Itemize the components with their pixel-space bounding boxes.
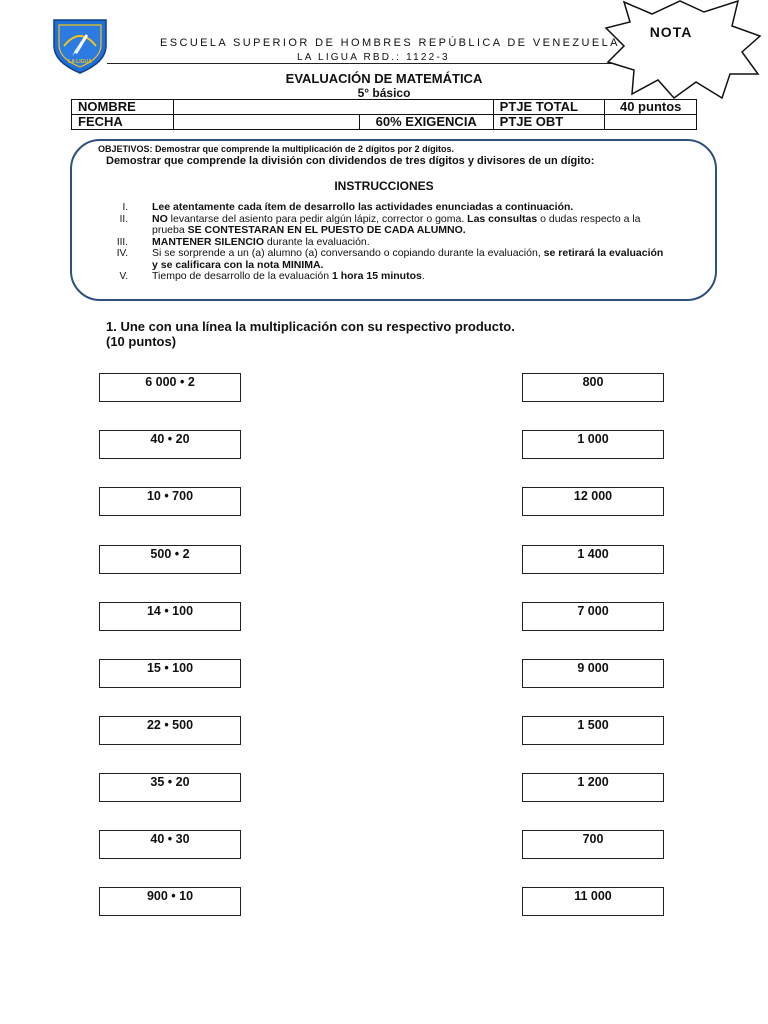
multiplication-box[interactable]: 14 • 100 [99, 602, 241, 631]
question-1-points: (10 puntos) [106, 334, 177, 349]
header-divider [107, 63, 620, 64]
instruction-text: o dudas respecto a la prueba [152, 212, 641, 236]
product-box[interactable]: 1 000 [522, 430, 664, 459]
multiplication-box[interactable]: 40 • 20 [99, 430, 241, 459]
instruction-item [108, 271, 668, 283]
instruction-number: V. [119, 271, 128, 282]
instruction-bold: MANTENER SILENCIO [152, 235, 265, 248]
school-name: ESCUELA SUPERIOR DE HOMBRES REPÚBLICA DE VENEZUELA [160, 37, 620, 49]
ptje-obt-label: PTJE OBT [493, 115, 605, 130]
objective-line-1: OBJETIVOS: Demostrar que comprende la multiplicación de 2 dígitos por 2 dígitos. [98, 144, 455, 154]
product-box[interactable]: 800 [522, 373, 664, 402]
school-rbd: LA LIGUA RBD.: 1122-3 [297, 52, 450, 63]
instruction-text: levantarse del asiento para pedir algún lápiz, corrector o goma. [167, 212, 468, 225]
nota-label: NOTA [649, 24, 693, 40]
question-1-line-1: 1. Une con una línea la multiplicación con su respectivo producto. [106, 319, 515, 334]
instruction-number: I. [122, 202, 128, 213]
product-box[interactable]: 7 000 [522, 602, 664, 631]
question-1-title [106, 319, 515, 349]
instruction-text: . [421, 270, 425, 282]
product-box[interactable]: 1 400 [522, 545, 664, 574]
product-box[interactable]: 1 200 [522, 773, 664, 802]
instruction-item [108, 214, 668, 237]
product-box[interactable]: 9 000 [522, 659, 664, 688]
ptje-total-value: 40 puntos [605, 100, 697, 115]
multiplication-box[interactable]: 900 • 10 [99, 887, 241, 916]
instruction-number: II. [119, 213, 128, 225]
multiplication-box[interactable]: 22 • 500 [99, 716, 241, 745]
fecha-field[interactable] [173, 115, 359, 130]
student-info-table [71, 99, 697, 130]
multiplication-box[interactable]: 40 • 30 [99, 830, 241, 859]
multiplication-box[interactable]: 35 • 20 [99, 773, 241, 802]
instruction-item [108, 248, 668, 271]
school-logo [50, 16, 110, 74]
instruction-bold: NO [152, 212, 168, 225]
nombre-label: NOMBRE [72, 100, 174, 115]
multiplication-box[interactable]: 10 • 700 [99, 487, 241, 516]
instruction-number: III. [116, 236, 128, 248]
ptje-obt-field[interactable] [605, 115, 697, 130]
multiplication-box[interactable]: 6 000 • 2 [99, 373, 241, 402]
instructions-title: INSTRUCCIONES [334, 179, 434, 193]
instruction-number: IV. [116, 248, 128, 259]
instruction-bold: Lee atentamente cada ítem de desarrollo las actividades enunciadas a continuación. [152, 201, 574, 213]
ptje-total-label: PTJE TOTAL [493, 100, 605, 115]
fecha-label: FECHA [72, 115, 174, 130]
product-box[interactable]: 700 [522, 830, 664, 859]
instructions-list [108, 202, 668, 283]
instruction-bold: SE CONTESTARAN EN EL PUESTO DE CADA ALUMNO. [187, 224, 466, 236]
multiplication-box[interactable]: 15 • 100 [99, 659, 241, 688]
logo-text: LA LIGUA [68, 59, 92, 65]
nombre-field[interactable] [173, 100, 493, 115]
exigencia-label: 60% EXIGENCIA [359, 115, 493, 130]
instruction-text: Tiempo de desarrollo de la evaluación [152, 270, 332, 282]
product-box[interactable]: 11 000 [522, 887, 664, 916]
evaluation-title: EVALUACIÓN DE MATEMÁTICA [285, 71, 483, 86]
instruction-bold: 1 hora 15 minutos [331, 270, 422, 282]
evaluation-grade: 5° básico [357, 86, 411, 100]
instruction-text: durante la evaluación. [264, 235, 370, 248]
product-box[interactable]: 12 000 [522, 487, 664, 516]
instruction-bold: se retirará la evaluación y se calificara con la nota MINIMA. [152, 247, 664, 271]
instruction-bold: Las consultas [467, 212, 538, 225]
multiplication-box[interactable]: 500 • 2 [99, 545, 241, 574]
objective-line-2: Demostrar que comprende la división con dividendos de tres dígitos y divisores de un dígito: [106, 155, 595, 167]
product-box[interactable]: 1 500 [522, 716, 664, 745]
instruction-text: Si se sorprende a un (a) alumno (a) conversando o copiando durante la evaluación, [152, 247, 544, 259]
